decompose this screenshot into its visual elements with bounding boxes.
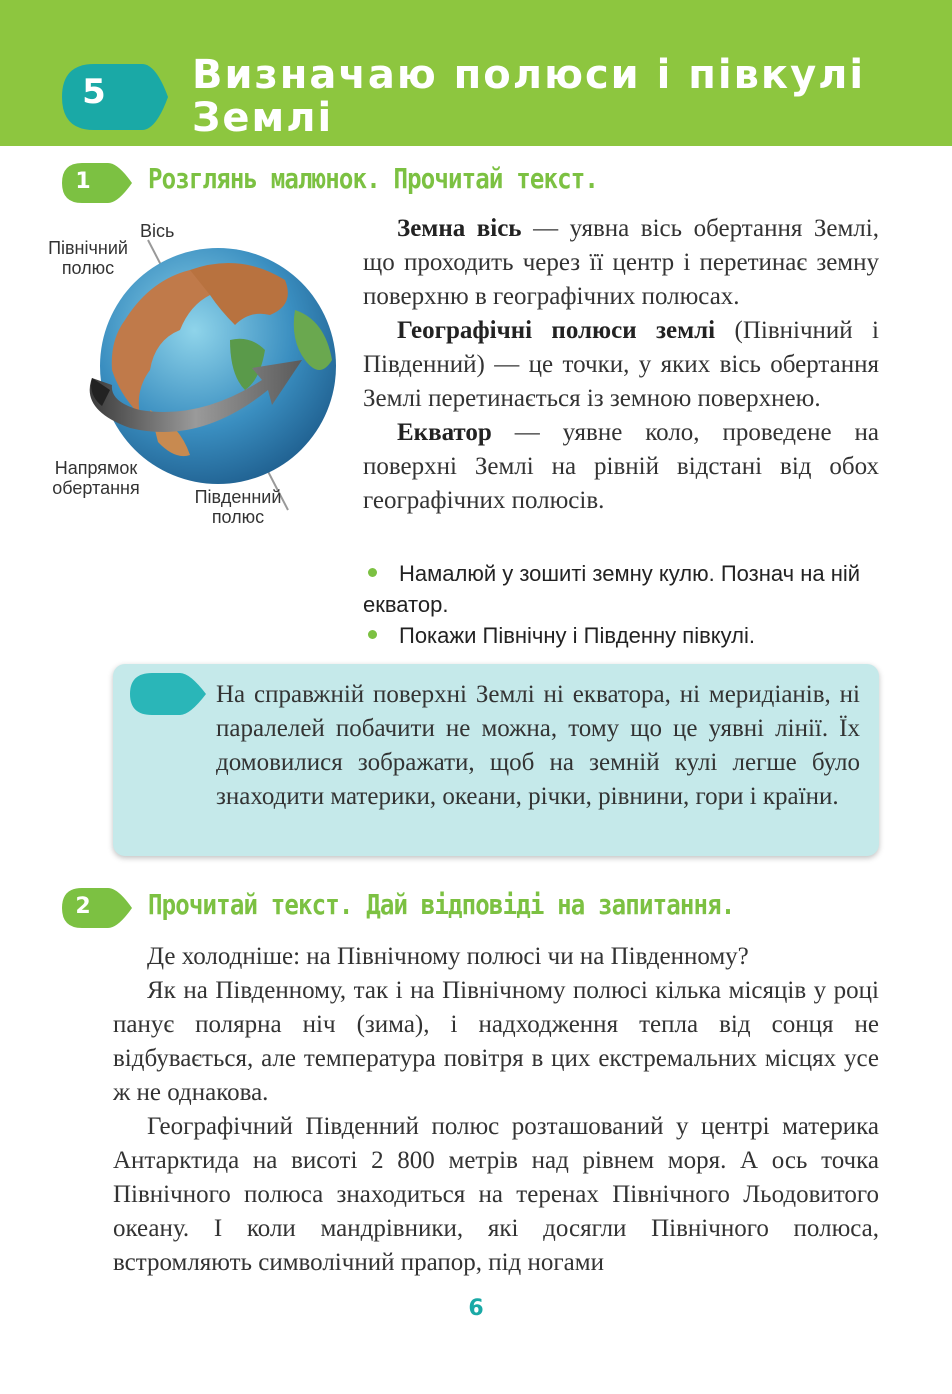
south-pole-label-line-2: полюс [211,507,265,527]
info-pointer-icon [128,671,208,717]
task-1-number: 1 [75,169,91,194]
bullet-text: Покажи Північну і Південну півкулі. [399,623,755,648]
definition-term: Географічні полюси землі [397,317,716,344]
bullet-text: Намалюй у зошиті земну кулю. Познач на ній екватор. [363,561,861,617]
rotation-label-line-2: обертання [52,478,140,498]
paragraph: Як на Південному, так і на Північному полюсі кілька місяців у році панує полярна ніч (зима), і надходження тепла від сонця не відбувається, але температура повітря в цих екстремальних місцях усе ж не однакова. [113,977,879,1106]
definition-term: Екватор [397,419,492,446]
task-bullet-list [363,558,879,651]
definition-text: — уявна вісь обертання Землі, що проходить через її центр і перетинає земну поверхню в географічних полюсах. [363,215,879,310]
lesson-title [192,54,932,140]
info-text: На справжній поверхні Землі ні екватора, ні меридіанів, ні паралелей побачити не можна, тому що це уявні лінії. Їх домовилися зображати, щоб на земній кулі легше було знаходити материки, океани, річки, рівнини, гори і країни. [216,681,860,810]
lesson-title-line-2: Землі [192,95,334,141]
definition-term: Земна вісь [397,215,522,242]
definition-earth-axis [363,212,879,314]
south-pole-label [186,487,290,527]
rotation-label-line-1: Напрямок [54,458,138,478]
page-number: 6 [468,1296,484,1321]
north-pole-label-line-2: полюс [61,258,115,278]
bullet-icon [368,568,377,577]
lesson-title-line-1: Визначаю полюси і півкулі [192,52,866,98]
north-pole-label-line-1: Північний [48,238,128,258]
rotation-direction-label [46,458,146,498]
definition-text: (Північний і Південний) — це точки, у яких вісь обертання Землі перетинається із земною поверхнею. [363,317,879,412]
task-2-title: Прочитай текст. Дай відповіді на запитання. [148,888,735,921]
paragraph: Географічний Південний полюс розташований у центрі материка Антарктида на висоті 2 800 метрів над рівнем моря. А ось точка Північного полюса знаходиться на теренах Північного Льодовитого океану. І коли мандрівники, які досягли Північного полюса, встромляють символічний прапор, під ногами [113,1113,879,1276]
definitions [363,212,879,518]
lesson-number: 5 [82,72,106,112]
bullet-item [363,620,879,651]
definition-equator [363,416,879,518]
axis-label: Вісь [140,221,175,241]
paragraph: Де холодніше: на Північному полюсі чи на Південному? [147,943,749,970]
task-2-number: 2 [75,894,91,919]
definition-geographic-poles [363,314,879,416]
task-1-title: Розглянь малюнок. Прочитай текст. [148,162,599,195]
north-pole-label [42,238,134,278]
bullet-icon [368,630,377,639]
definition-text: — уявне коло, проведене на поверхні Землі на рівній відстані від обох географічних полюсів. [363,419,879,514]
bullet-item [363,558,879,620]
reading-text [113,940,879,1280]
south-pole-label-line-1: Південний [194,487,282,507]
